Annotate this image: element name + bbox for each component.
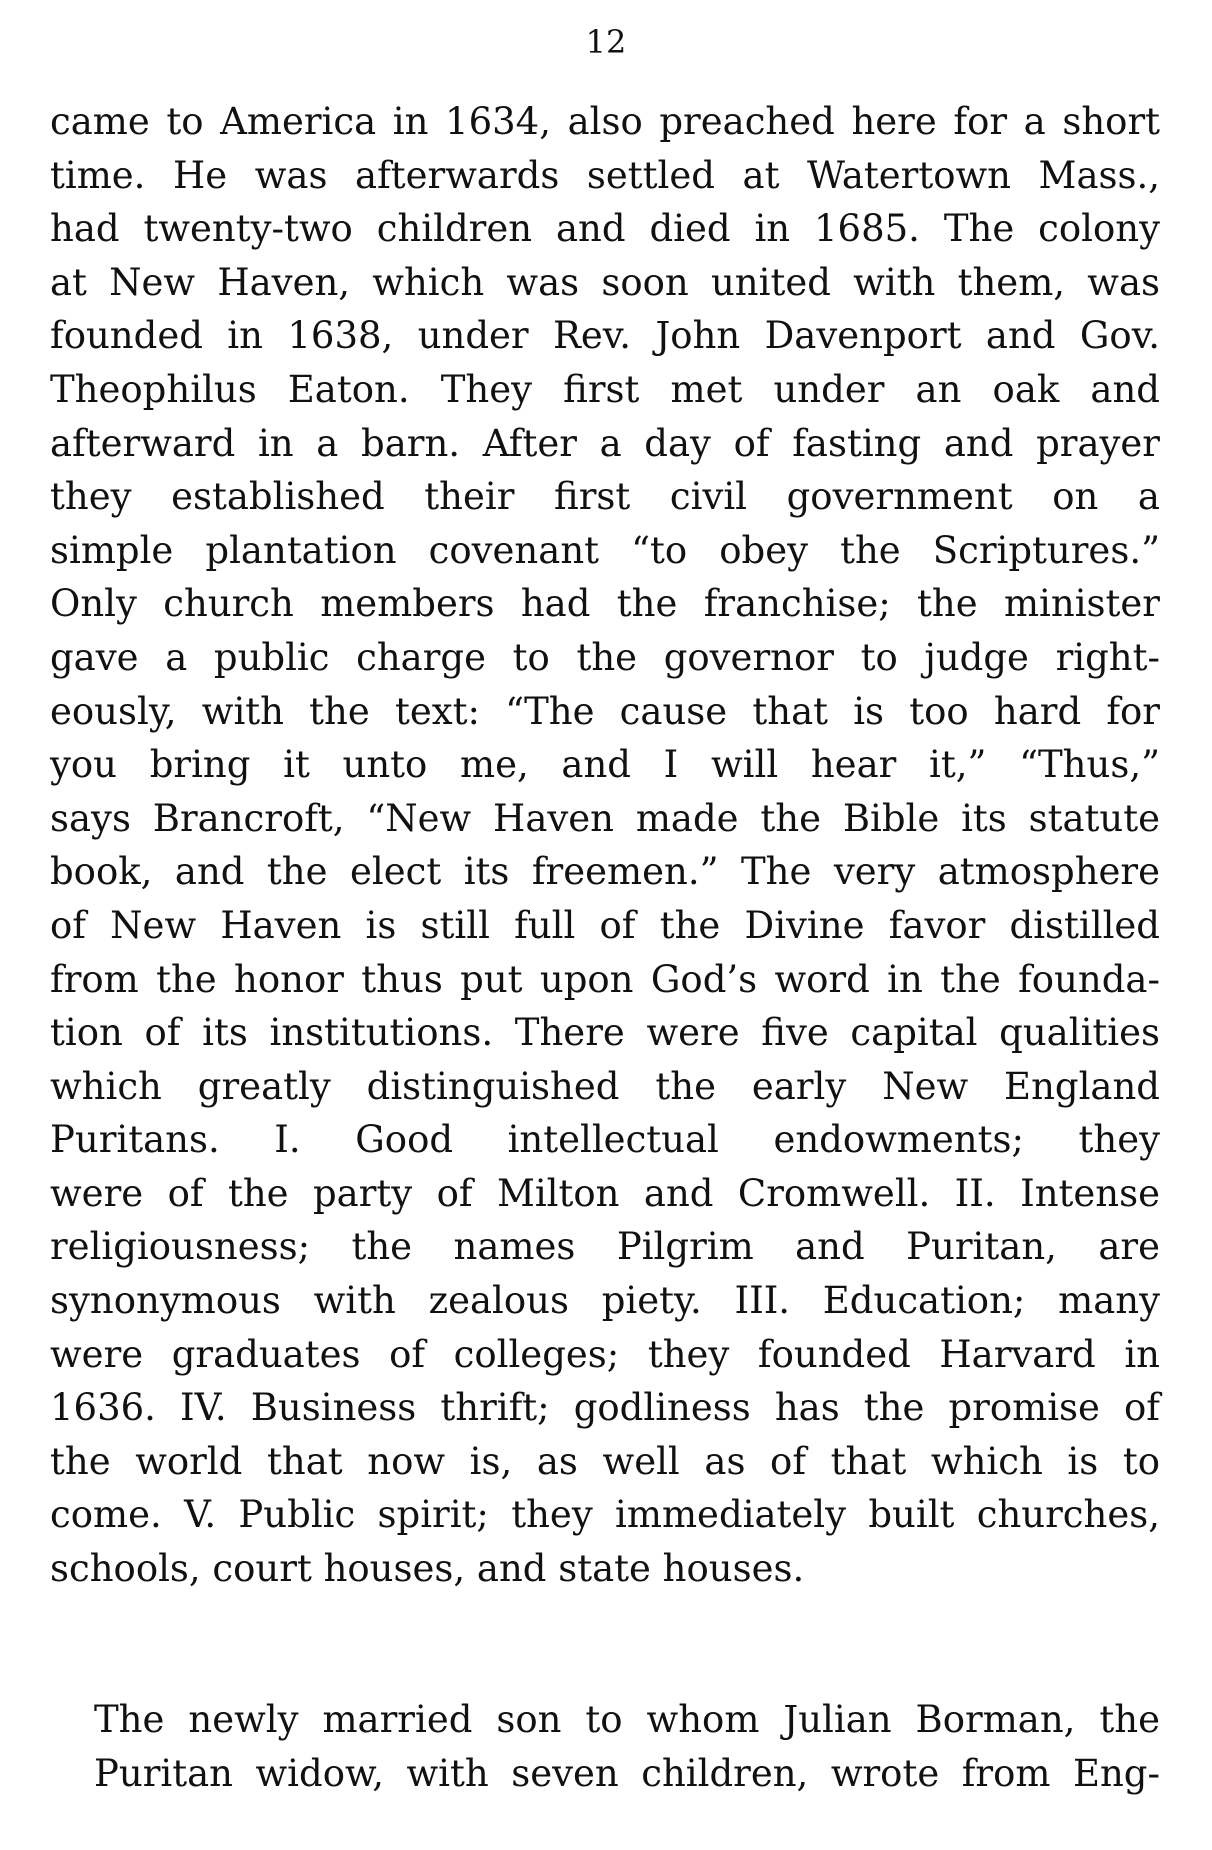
- text-line: schools, court houses, and state houses.: [50, 1547, 805, 1591]
- text-line: Theophilus Eaton. They first met under an oak and: [50, 367, 1160, 411]
- text-line: came to America in 1634, also preached here for a short: [50, 100, 1160, 143]
- text-line: tion of its institutions. There were five capital qualities: [50, 1011, 1160, 1055]
- text-line: you bring it unto me, and I will hear it,” “Thus,”: [50, 743, 1160, 787]
- page-number: 12: [585, 23, 627, 61]
- text-line: book, and the elect its freemen.” The very atmosphere: [50, 850, 1160, 894]
- text-line: Only church members had the franchise; the minister: [50, 582, 1160, 626]
- text-line: eously, with the text: “The cause that is too hard for: [50, 689, 1160, 733]
- text-line: the world that now is, as well as of that which is to: [50, 1439, 1160, 1483]
- text-line: had twenty-two children and died in 1685. The colony: [50, 207, 1160, 251]
- text-line: says Brancroft, “New Haven made the Bible its statute: [50, 796, 1160, 840]
- text-line: religiousness; the names Pilgrim and Puritan, are: [50, 1225, 1160, 1269]
- text-line: come. V. Public spirit; they immediately built churches,: [50, 1493, 1160, 1537]
- text-line: Puritan widow, with seven children, wrote from Eng-: [94, 1751, 1160, 1795]
- text-line: The newly married son to whom Julian Borman, the: [94, 1698, 1160, 1741]
- text-line: Puritans. I. Good intellectual endowments; they: [50, 1118, 1160, 1162]
- text-line: at New Haven, which was soon united with them, was: [50, 260, 1160, 304]
- text-line: gave a public charge to the governor to judge right-: [50, 635, 1160, 679]
- text-line: 1636. IV. Business thrift; godliness has the promise of: [50, 1386, 1160, 1430]
- text-line: time. He was afterwards settled at Watertown Mass.,: [50, 153, 1160, 197]
- text-line: founded in 1638, under Rev. John Davenport and Gov.: [50, 314, 1160, 358]
- text-line: were graduates of colleges; they founded Harvard in: [50, 1332, 1160, 1376]
- text-line: afterward in a barn. After a day of fasting and prayer: [50, 421, 1160, 465]
- text-line: they established their first civil government on a: [50, 475, 1160, 519]
- text-line: of New Haven is still full of the Divine favor distilled: [50, 903, 1160, 947]
- paragraph-1: [50, 95, 1160, 1596]
- paragraph-2: [94, 1693, 1160, 1800]
- text-line: synonymous with zealous piety. III. Education; many: [50, 1279, 1160, 1323]
- text-line: were of the party of Milton and Cromwell. II. Intense: [50, 1171, 1160, 1215]
- text-line: which greatly distinguished the early New England: [50, 1064, 1160, 1108]
- text-line: from the honor thus put upon God’s word in the founda-: [50, 957, 1160, 1001]
- text-line: simple plantation covenant “to obey the Scriptures.”: [50, 528, 1160, 572]
